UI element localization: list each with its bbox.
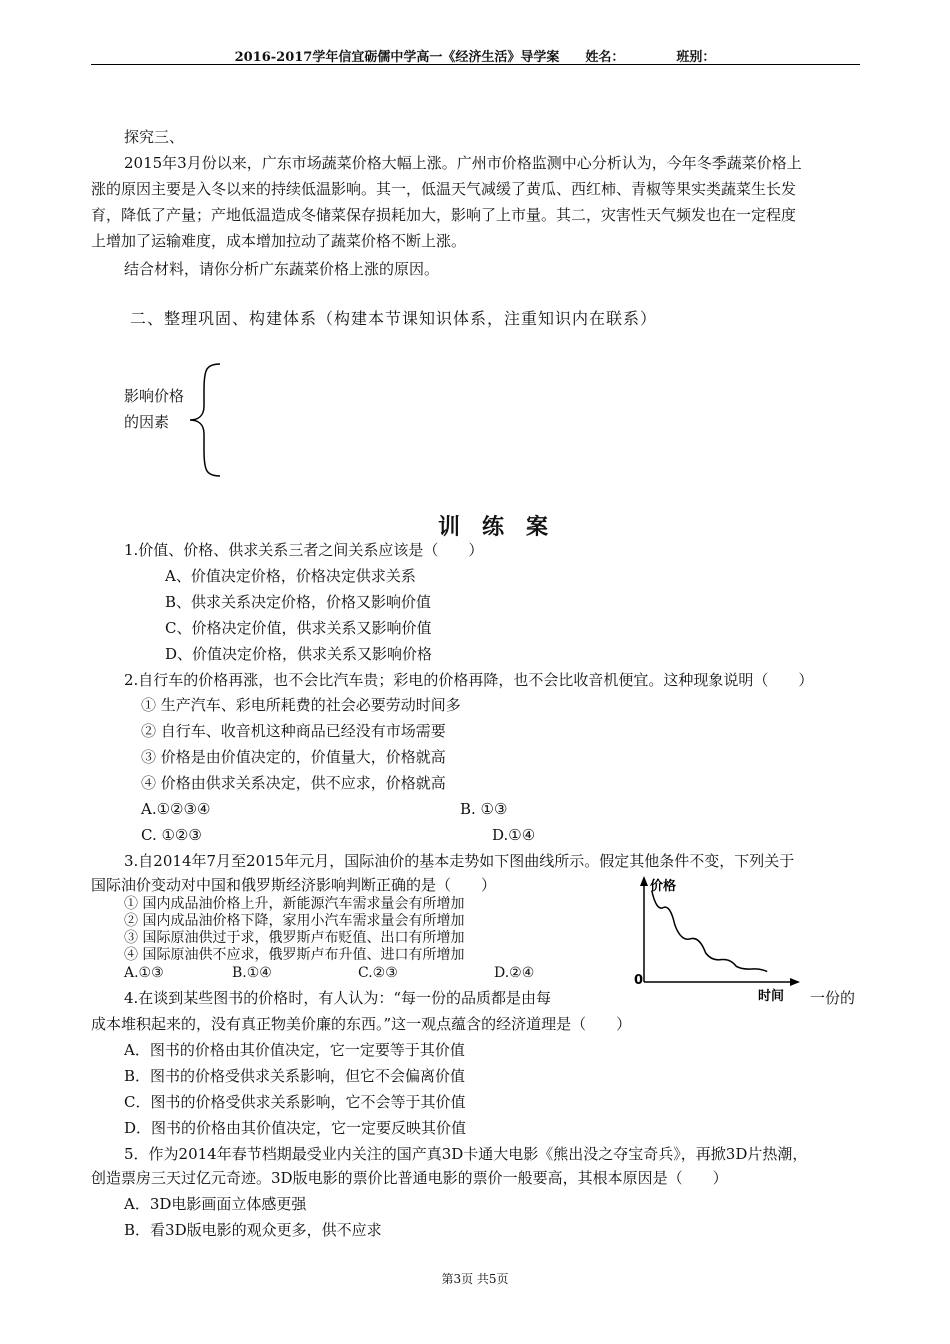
section2-title: 二、整理巩固、构建体系（构建本节课知识体系，注重知识内在联系） [130,309,658,328]
page-footer: 第3页 共5页 [441,1272,509,1286]
q3-option-d: D.②④ [494,965,535,981]
q5-option-a: A．3D电影画面立体感更强 [124,1195,307,1213]
q4-stem-tail: 一份的 [810,989,856,1007]
header-title: 2016-2017学年信宜砺儒中学高一《经济生活》导学案 [234,50,560,65]
y-axis-arrow-icon [640,876,648,886]
q1-option-c: C、价格决定价值，供求关系又影响价值 [165,619,432,637]
q2-item-4: ④ 价格由供求关系决定，供不应求，价格就高 [141,774,446,792]
q4-option-b: B．图书的价格受供求关系影响，但它不会偏离价值 [124,1067,466,1085]
q5-stem-line2: 创造票房三天过亿元奇迹。3D版电影的票价比普通电影的票价一般要高，其根本原因是（ ） [91,1169,728,1187]
training-title: 训练案 [438,514,571,540]
brace-label-line1: 影响价格 [124,387,185,405]
q3-item-4: ④ 国际原油供不应求，俄罗斯卢布升值、进口有所增加 [124,947,465,963]
q2-option-b: B. ①③ [460,800,508,818]
q2-item-2: ② 自行车、收音机这种商品已经没有市场需要 [141,722,446,740]
x-axis-arrow-icon [790,978,800,986]
q3-stem-line1: 3.自2014年7月至2015年元月，国际油价的基本走势如下图曲线所示。假定其他条件不变，下列关于 [124,852,795,870]
explore-heading: 探究三、 [124,128,185,146]
q3-option-a: A.①③ [124,965,164,981]
chart-origin-label: 0 [634,973,644,988]
q4-option-c: C．图书的价格受供求关系影响，它不会等于其价值 [124,1093,466,1111]
q5-option-b: B．看3D版电影的观众更多，供不应求 [124,1221,382,1239]
q3-item-2: ② 国内成品油价格下降，家用小汽车需求量会有所增加 [124,913,465,929]
q4-option-a: A．图书的价格由其价值决定，它一定要等于其价值 [124,1041,465,1059]
q1-option-d: D、价值决定价格，供求关系又影响价格 [165,645,433,663]
q2-stem: 2.自行车的价格再涨，也不会比汽车贵；彩电的价格再降，也不会比收音机便宜。这种现象说明（ ） [124,671,814,689]
q2-item-1: ① 生产汽车、彩电所耗费的社会必要劳动时间多 [141,696,461,714]
q2-item-3: ③ 价格是由价值决定的，价值量大，价格就高 [141,748,446,766]
q4-option-d: D．图书的价格由其价值决定，它一定要反映其价值 [124,1119,467,1137]
explore-line-2: 涨的原因主要是入冬以来的持续低温影响。其一，低温天气减缓了黄瓜、西红柿、青椒等果实类蔬菜生长发 [91,180,797,198]
q1-option-b: B、供求关系决定价格，价格又影响价值 [165,593,432,611]
q1-stem: 1.价值、价格、供求关系三者之间关系应该是（ ） [124,541,484,559]
header-rule [91,64,860,65]
explore-line-1: 2015年3月份以来，广东市场蔬菜价格大幅上涨。广州市价格监测中心分析认为，今年冬季蔬菜价格上 [124,154,802,172]
header-name-label: 姓名： [585,50,625,65]
q4-stem-line1: 4.在谈到某些图书的价格时，有人认为：“每一份的品质都是由每 [124,989,551,1007]
page-header [0,46,950,65]
q2-option-a: A.①②③④ [141,800,211,818]
q3-item-3: ③ 国际原油供过于求，俄罗斯卢布贬值、出口有所增加 [124,930,465,946]
header-class-label: 班别： [676,50,716,65]
explore-line-4: 上增加了运输难度，成本增加拉动了蔬菜价格不断上涨。 [91,232,467,250]
oil-price-chart [620,874,810,1004]
brace-label-line2: 的因素 [124,413,170,431]
q2-option-c: C. ①②③ [141,826,202,844]
chart-xlabel: 时间 [758,989,785,1004]
explore-question: 结合材料，请你分析广东蔬菜价格上涨的原因。 [124,260,440,278]
q5-stem-line1: 5．作为2014年春节档期最受业内关注的国产真3D卡通大电影《熊出没之夺宝奇兵》，再掀3D片热潮， [124,1145,808,1163]
curly-brace-icon [186,360,226,480]
explore-line-3: 育，降低了产量；产地低温造成冬储菜保存损耗加大，影响了上市量。其二，灾害性天气频发也在一定程度 [91,206,797,224]
q3-option-b: B.①④ [232,965,272,981]
q2-option-d: D.①④ [492,826,536,844]
q1-option-a: A、价值决定价格，价格决定供求关系 [165,567,416,585]
price-curve-line [652,890,768,971]
q4-stem-line2: 成本堆积起来的，没有真正物美价廉的东西。”这一观点蕴含的经济道理是（ ） [91,1015,632,1033]
q3-stem-line2: 国际油价变动对中国和俄罗斯经济影响判断正确的是（ ） [91,876,497,894]
q3-option-c: C.②③ [358,965,398,981]
q3-item-1: ① 国内成品油价格上升，新能源汽车需求量会有所增加 [124,896,465,912]
chart-ylabel: 价格 [650,879,677,894]
